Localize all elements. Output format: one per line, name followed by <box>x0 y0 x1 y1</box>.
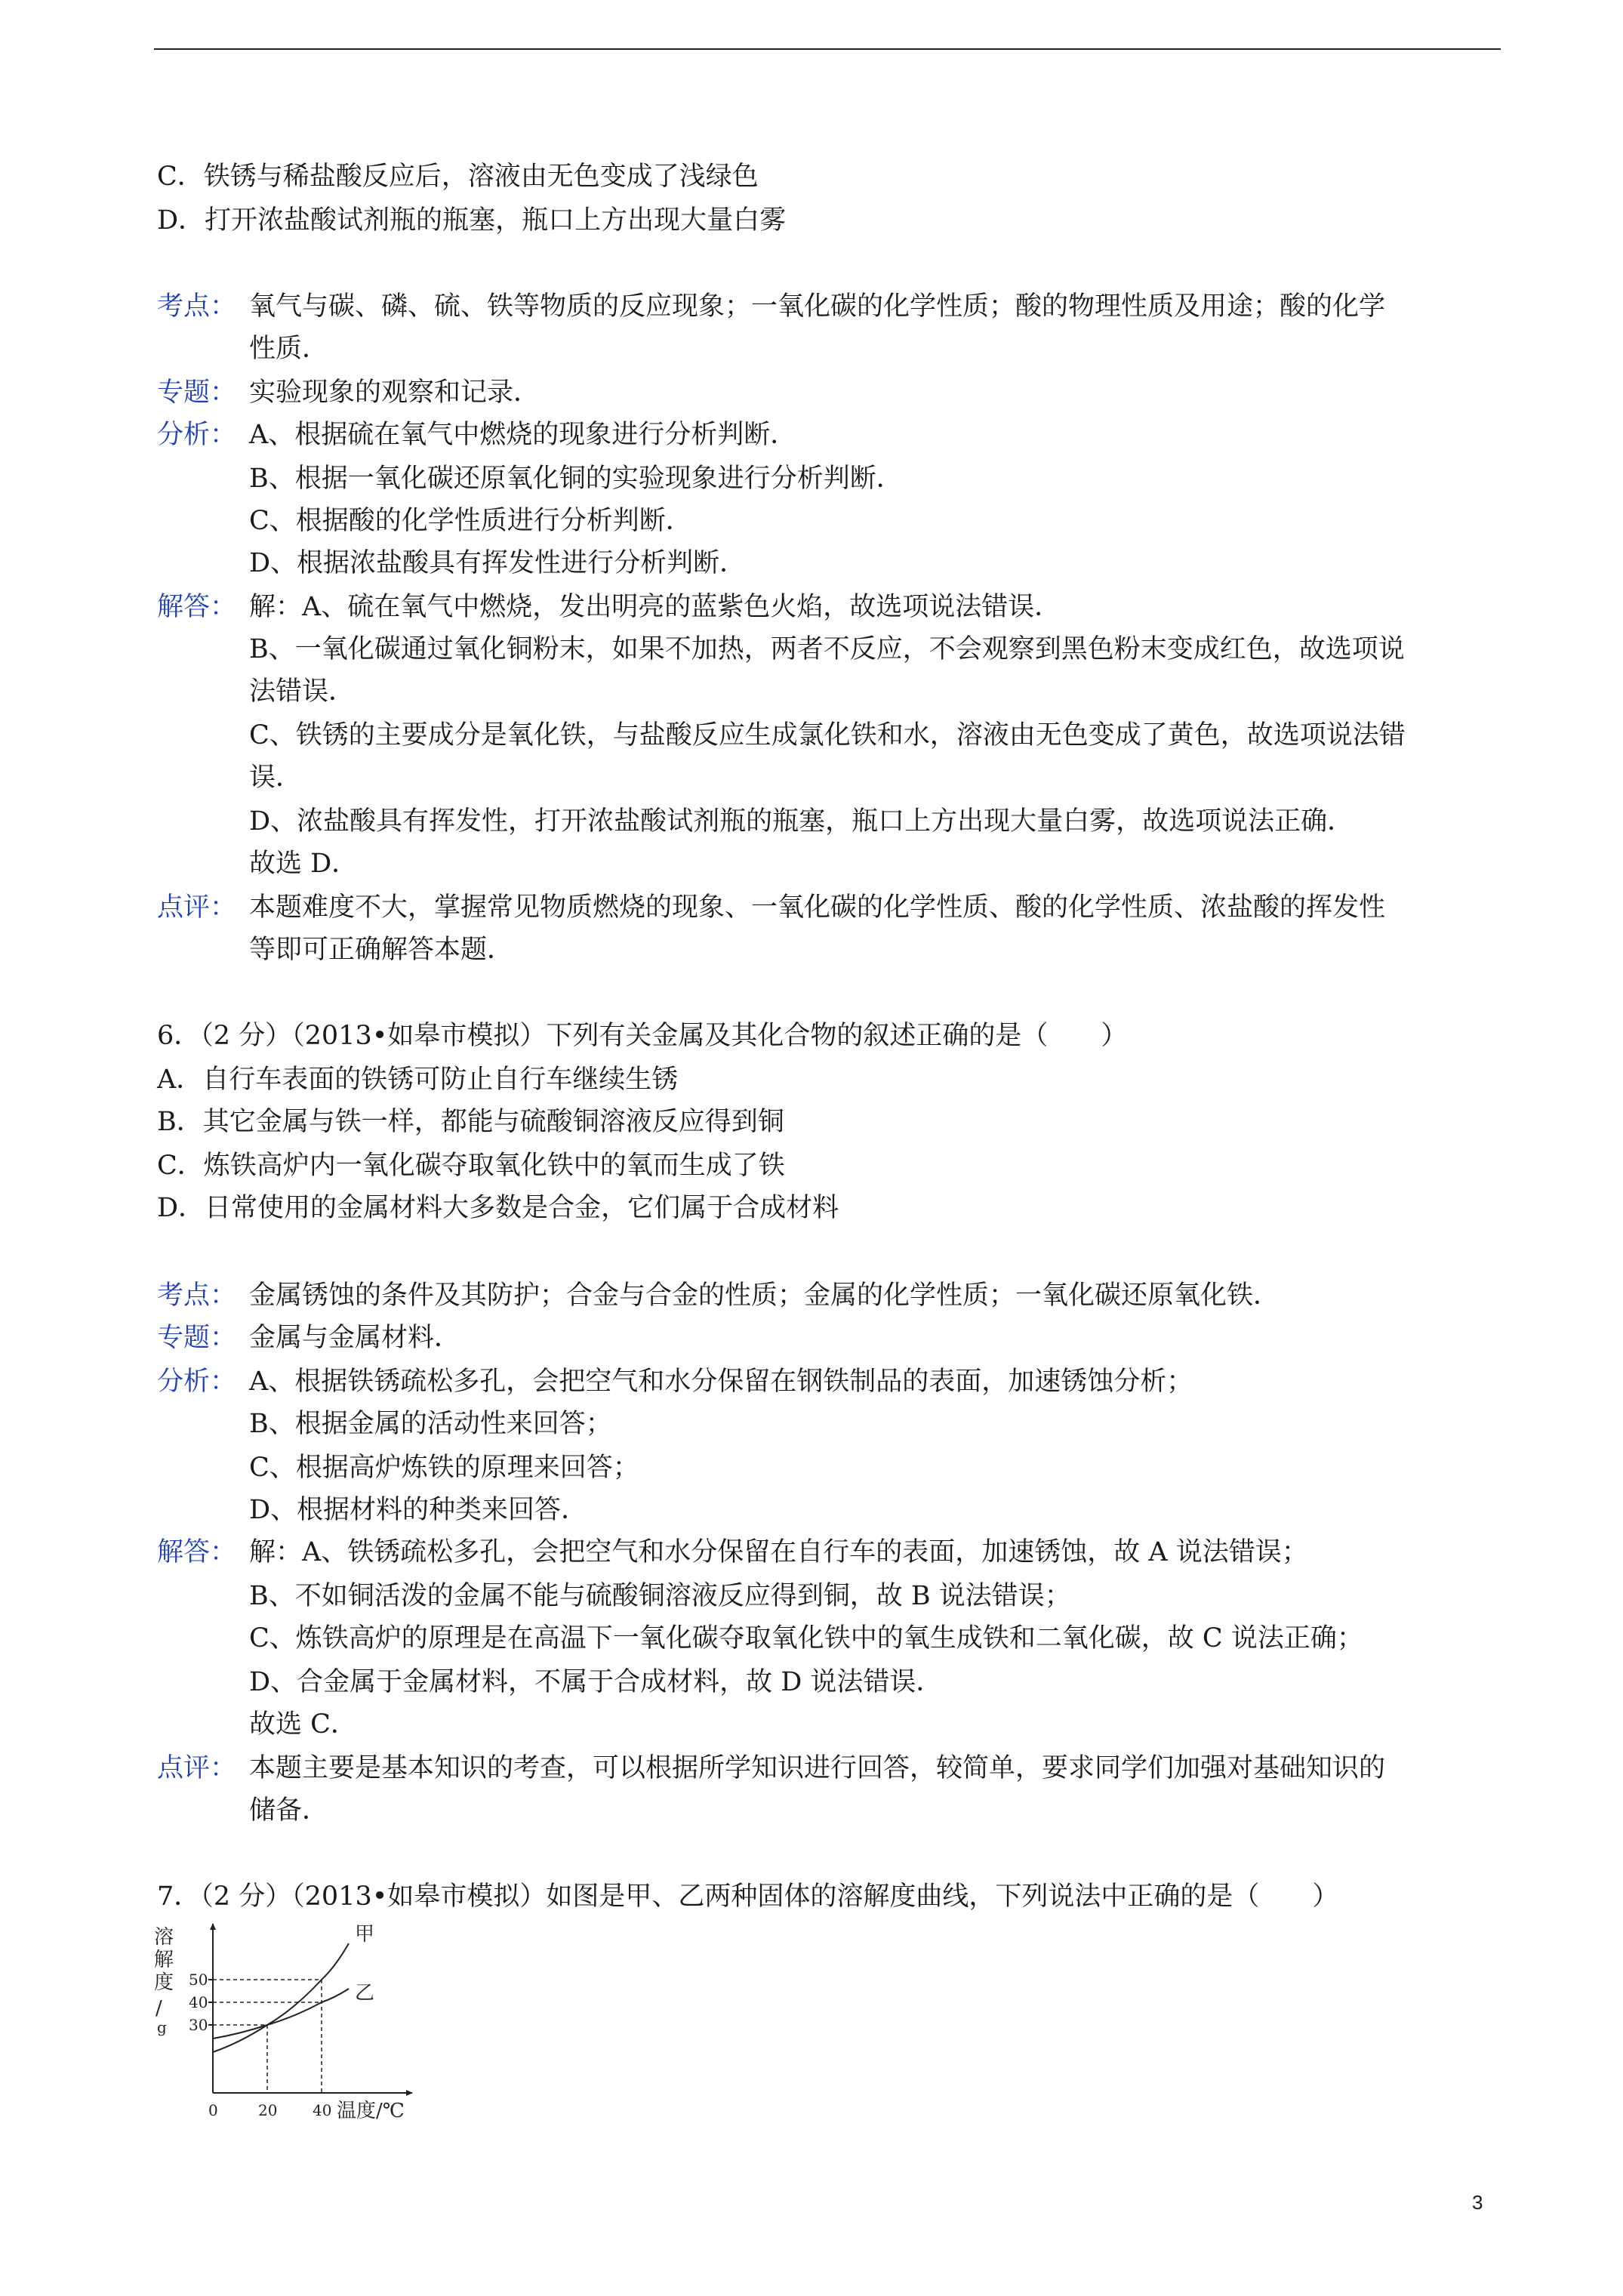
solubility-chart <box>148 1916 450 2122</box>
header-rule <box>154 48 1501 50</box>
q5-kaodian-label: 考点： <box>157 291 237 322</box>
q6-kaodian-text: 金属锈蚀的条件及其防护；合金与合金的性质；金属的化学性质；一氧化碳还原氧化铁． <box>249 1281 1280 1311</box>
y-axis-label-4: / <box>156 1997 162 2020</box>
q7-stem: 7．（2 分）（2013•如皋市模拟）如图是甲、乙两种固体的溶解度曲线，下列说法中正确的是（ ） <box>157 1881 1339 1912</box>
series-line-1 <box>213 1943 349 2052</box>
q6-option-b: B．其它金属与铁一样，都能与硫酸铜溶液反应得到铜 <box>157 1107 784 1137</box>
q5-kaodian-text-1: 氧气与碳、磷、硫、铁等物质的反应现象；一氧化碳的化学性质；酸的物理性质及用途；酸的化学 <box>249 291 1386 322</box>
page-number: 3 <box>1472 2191 1483 2214</box>
q5-kaodian-text-2: 性质． <box>249 334 329 364</box>
q5-zhuanti-label: 专题： <box>157 378 237 408</box>
y-axis-label-3: 度 <box>154 1971 174 1994</box>
chart-series <box>213 1923 374 2052</box>
q5-fenxi-d: D、根据浓盐酸具有挥发性进行分析判断． <box>249 548 747 578</box>
q5-zhuanti-text: 实验现象的观察和记录． <box>249 378 540 408</box>
series-label-1: 甲 <box>355 1923 375 1946</box>
q5-fenxi-a: A、根据硫在氧气中燃烧的现象进行分析判断． <box>249 420 797 450</box>
q6-jieda-answer: 故选 C． <box>249 1709 357 1740</box>
y-tick-label-3: 50 <box>189 1971 208 1989</box>
q5-jieda-c2: 误． <box>249 763 303 793</box>
q6-zhuanti-label: 专题： <box>157 1323 237 1353</box>
q6-dianping-label: 点评： <box>157 1753 237 1783</box>
q6-jieda-b: B、不如铜活泼的金属不能与硫酸铜溶液反应得到铜，故 B 说法错误； <box>249 1581 1071 1611</box>
y-axis-label-1: 溶 <box>154 1926 174 1949</box>
q5-fenxi-c: C、根据酸的化学性质进行分析判断． <box>249 506 692 536</box>
y-axis-label-5: g <box>157 2018 167 2036</box>
series-label-2: 乙 <box>355 1982 375 2005</box>
y-tick-label-2: 40 <box>189 1993 208 2011</box>
q6-fenxi-b: B、根据金属的活动性来回答； <box>249 1409 612 1439</box>
q5-fenxi-b: B、根据一氧化碳还原氧化铜的实验现象进行分析判断． <box>249 464 903 494</box>
q6-fenxi-c: C、根据高炉炼铁的原理来回答； <box>249 1453 639 1483</box>
q6-fenxi-d: D、根据材料的种类来回答． <box>249 1495 588 1525</box>
q5-option-d: D．打开浓盐酸试剂瓶的瓶塞，瓶口上方出现大量白雾 <box>157 205 787 236</box>
chart-axes <box>213 1924 412 2093</box>
q5-option-c: C．铁锈与稀盐酸反应后，溶液由无色变成了浅绿色 <box>157 162 759 192</box>
y-tick-label-1: 30 <box>189 2016 208 2034</box>
q6-dianping-1: 本题主要是基本知识的考查，可以根据所学知识进行回答，较简单，要求同学们加强对基础知识的 <box>249 1753 1386 1783</box>
q5-jieda-d: D、浓盐酸具有挥发性，打开浓盐酸试剂瓶的瓶塞，瓶口上方出现大量白雾，故选项说法正确． <box>249 806 1354 837</box>
q6-option-d: D．日常使用的金属材料大多数是合金，它们属于合成材料 <box>157 1193 839 1223</box>
q5-jieda-b2: 法错误． <box>249 676 356 707</box>
q5-jieda-answer: 故选 D． <box>249 849 359 879</box>
q6-zhuanti-text: 金属与金属材料． <box>249 1323 461 1353</box>
q5-dianping-1: 本题难度不大，掌握常见物质燃烧的现象、一氧化碳的化学性质、酸的化学性质、浓盐酸的挥发性 <box>249 892 1386 923</box>
x-tick-label-3: 40 <box>313 2101 332 2119</box>
q6-fenxi-label: 分析： <box>157 1367 237 1397</box>
q6-dianping-2: 储备． <box>249 1795 329 1826</box>
q6-fenxi-a: A、根据铁锈疏松多孔，会把空气和水分保留在钢铁制品的表面，加速锈蚀分析； <box>249 1367 1193 1397</box>
q5-dianping-label: 点评： <box>157 892 237 923</box>
q5-jieda-label: 解答： <box>157 592 237 622</box>
q6-kaodian-label: 考点： <box>157 1281 237 1311</box>
q6-stem: 6．（2 分）（2013•如皋市模拟）下列有关金属及其化合物的叙述正确的是（ ） <box>157 1021 1128 1051</box>
q6-jieda-label: 解答： <box>157 1537 237 1567</box>
q5-jieda-c1: C、铁锈的主要成分是氧化铁，与盐酸反应生成氯化铁和水，溶液由无色变成了黄色，故选项说法错 <box>249 720 1406 750</box>
q5-jieda-a: 解：A、硫在氧气中燃烧，发出明亮的蓝紫色火焰，故选项说法错误． <box>249 592 1061 622</box>
q5-dianping-2: 等即可正确解答本题． <box>249 935 514 965</box>
q6-jieda-c: C、炼铁高炉的原理是在高温下一氧化碳夺取氧化铁中的氧生成铁和二氧化碳，故 C 说法正确； <box>249 1623 1363 1653</box>
x-tick-label-2: 20 <box>258 2101 278 2119</box>
x-tick-label-1: 0 <box>208 2101 218 2119</box>
q6-option-a: A．自行车表面的铁锈可防止自行车继续生锈 <box>157 1065 679 1095</box>
q5-fenxi-label: 分析： <box>157 420 237 450</box>
q6-jieda-a: 解：A、铁锈疏松多孔，会把空气和水分保留在自行车的表面，加速锈蚀，故 A 说法错误； <box>249 1537 1308 1567</box>
series-line-2 <box>213 1989 349 2039</box>
q6-option-c: C．炼铁高炉内一氧化碳夺取氧化铁中的氧而生成了铁 <box>157 1151 785 1181</box>
q5-jieda-b1: B、一氧化碳通过氧化铜粉末，如果不加热，两者不反应，不会观察到黑色粉末变成红色，故选项说 <box>249 634 1405 664</box>
q6-jieda-d: D、合金属于金属材料，不属于合成材料，故 D 说法错误． <box>249 1667 943 1697</box>
chart-ticks <box>189 1971 331 2119</box>
y-axis-label-2: 解 <box>154 1949 174 1971</box>
x-axis-label: 温度/℃ <box>337 2100 405 2122</box>
